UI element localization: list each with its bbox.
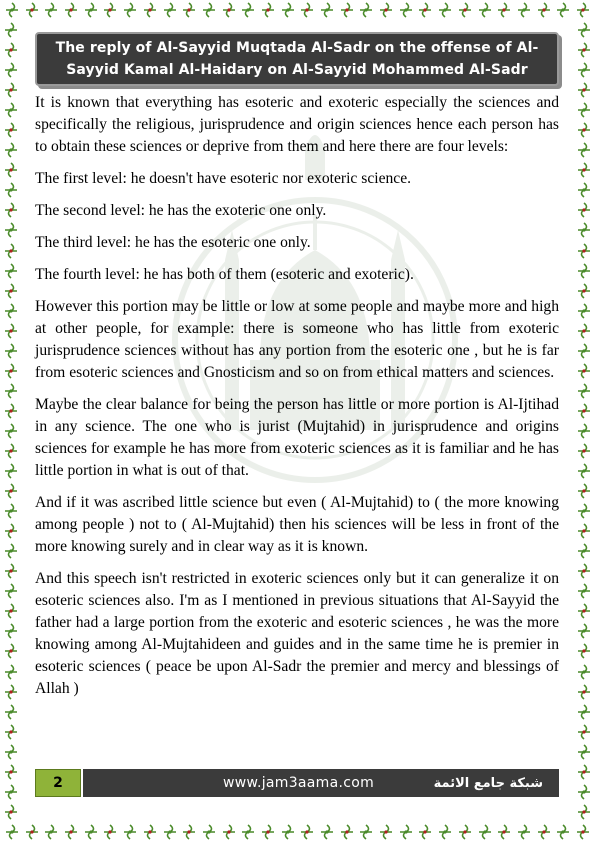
arabesque-ornament-icon — [576, 283, 592, 299]
arabesque-ornament-icon — [319, 824, 335, 840]
arabesque-ornament-icon — [3, 503, 19, 519]
arabesque-ornament-icon — [576, 543, 592, 559]
arabesque-ornament-icon — [162, 824, 178, 840]
arabesque-ornament-icon — [181, 2, 197, 18]
arabesque-ornament-icon — [3, 62, 19, 78]
page-border-bottom — [0, 822, 595, 842]
arabesque-ornament-icon — [3, 102, 19, 118]
arabesque-ornament-icon — [24, 2, 40, 18]
paragraph: The second level: he has the exoteric one only. — [35, 202, 327, 219]
arabesque-ornament-icon — [555, 824, 571, 840]
arabesque-ornament-icon — [576, 303, 592, 319]
arabesque-ornament-icon — [3, 463, 19, 479]
arabesque-ornament-icon — [240, 824, 256, 840]
arabesque-ornament-icon — [398, 824, 414, 840]
page-number: 2 — [35, 769, 81, 797]
page-footer — [35, 769, 559, 797]
paragraph: The first level: he doesn't have esoteric nor exoteric science. — [35, 170, 412, 187]
arabesque-ornament-icon — [576, 463, 592, 479]
document-title — [56, 37, 539, 81]
arabesque-ornament-icon — [496, 2, 512, 18]
arabesque-ornament-icon — [3, 543, 19, 559]
arabesque-ornament-icon — [576, 383, 592, 399]
arabesque-ornament-icon — [576, 643, 592, 659]
arabesque-ornament-icon — [516, 2, 532, 18]
arabesque-ornament-icon — [576, 684, 592, 700]
arabesque-ornament-icon — [576, 523, 592, 539]
arabesque-ornament-icon — [3, 583, 19, 599]
arabesque-ornament-icon — [575, 2, 591, 18]
arabesque-ornament-icon — [536, 824, 552, 840]
page-border-left — [0, 20, 22, 822]
arabesque-ornament-icon — [3, 323, 19, 339]
arabesque-ornament-icon — [3, 784, 19, 800]
network-name: شبكة جامع الائمة — [433, 775, 543, 791]
arabesque-ornament-icon — [576, 483, 592, 499]
arabesque-ornament-icon — [516, 824, 532, 840]
arabesque-ornament-icon — [240, 2, 256, 18]
arabesque-ornament-icon — [181, 824, 197, 840]
arabesque-ornament-icon — [576, 503, 592, 519]
arabesque-ornament-icon — [576, 363, 592, 379]
arabesque-ornament-icon — [576, 202, 592, 218]
arabesque-ornament-icon — [3, 704, 19, 720]
arabesque-ornament-icon — [3, 744, 19, 760]
arabesque-ornament-icon — [319, 2, 335, 18]
paragraph: And this speech isn't restricted in exoteric sciences only but it can generalize it on esoteric sciences also. I'm as I mentioned in previous situations that Al-Sayyid the father had a large portion from the exoteric and esoteric sciences , he was the more knowing among Al-Mujtahideen and guides and in the same time he is premier in esoteric sciences ( peace be upon Al-Sadr the premier and mercy and blessings of Allah ) — [35, 570, 559, 697]
arabesque-ornament-icon — [3, 623, 19, 639]
arabesque-ornament-icon — [3, 42, 19, 58]
arabesque-ornament-icon — [3, 263, 19, 279]
arabesque-ornament-icon — [3, 664, 19, 680]
arabesque-ornament-icon — [457, 2, 473, 18]
arabesque-ornament-icon — [576, 82, 592, 98]
paragraph: Maybe the clear balance for being the person has little or more portion is Al-Ijtihad in any science. The one who is jurist (Mujtahid) in jurisprudence and origins sciences for example he has more from exoteric sciences as it is familiar and he has little portion in what is out of that. — [35, 396, 559, 479]
arabesque-ornament-icon — [576, 102, 592, 118]
arabesque-ornament-icon — [457, 824, 473, 840]
arabesque-ornament-icon — [43, 2, 59, 18]
arabesque-ornament-icon — [576, 122, 592, 138]
arabesque-ornament-icon — [3, 363, 19, 379]
arabesque-ornament-icon — [3, 764, 19, 780]
arabesque-ornament-icon — [299, 824, 315, 840]
arabesque-ornament-icon — [576, 142, 592, 158]
arabesque-ornament-icon — [576, 764, 592, 780]
arabesque-ornament-icon — [477, 824, 493, 840]
arabesque-ornament-icon — [3, 222, 19, 238]
arabesque-ornament-icon — [280, 824, 296, 840]
arabesque-ornament-icon — [576, 443, 592, 459]
arabesque-ornament-icon — [4, 2, 20, 18]
arabesque-ornament-icon — [3, 403, 19, 419]
arabesque-ornament-icon — [162, 2, 178, 18]
arabesque-ornament-icon — [3, 182, 19, 198]
arabesque-ornament-icon — [576, 343, 592, 359]
arabesque-ornament-icon — [576, 323, 592, 339]
arabesque-ornament-icon — [122, 2, 138, 18]
arabesque-ornament-icon — [576, 724, 592, 740]
arabesque-ornament-icon — [63, 2, 79, 18]
arabesque-ornament-icon — [201, 2, 217, 18]
arabesque-ornament-icon — [358, 824, 374, 840]
arabesque-ornament-icon — [555, 2, 571, 18]
arabesque-ornament-icon — [3, 443, 19, 459]
arabesque-ornament-icon — [576, 243, 592, 259]
arabesque-ornament-icon — [299, 2, 315, 18]
arabesque-ornament-icon — [576, 623, 592, 639]
footer-bar — [83, 769, 559, 797]
arabesque-ornament-icon — [576, 744, 592, 760]
arabesque-ornament-icon — [142, 824, 158, 840]
arabesque-ornament-icon — [575, 824, 591, 840]
arabesque-ornament-icon — [3, 122, 19, 138]
arabesque-ornament-icon — [221, 2, 237, 18]
arabesque-ornament-icon — [3, 724, 19, 740]
arabesque-ornament-icon — [83, 824, 99, 840]
arabesque-ornament-icon — [3, 82, 19, 98]
arabesque-ornament-icon — [398, 2, 414, 18]
arabesque-ornament-icon — [122, 824, 138, 840]
arabesque-ornament-icon — [576, 263, 592, 279]
arabesque-ornament-icon — [477, 2, 493, 18]
arabesque-ornament-icon — [358, 2, 374, 18]
arabesque-ornament-icon — [3, 303, 19, 319]
arabesque-ornament-icon — [3, 603, 19, 619]
arabesque-ornament-icon — [260, 2, 276, 18]
arabesque-ornament-icon — [576, 162, 592, 178]
arabesque-ornament-icon — [576, 704, 592, 720]
arabesque-ornament-icon — [102, 824, 118, 840]
arabesque-ornament-icon — [43, 824, 59, 840]
paragraph: The third level: he has the esoteric one only. — [35, 234, 311, 251]
arabesque-ornament-icon — [417, 824, 433, 840]
arabesque-ornament-icon — [576, 423, 592, 439]
arabesque-ornament-icon — [417, 2, 433, 18]
document-title-banner — [35, 32, 559, 86]
arabesque-ornament-icon — [3, 243, 19, 259]
arabesque-ornament-icon — [201, 824, 217, 840]
arabesque-ornament-icon — [63, 824, 79, 840]
arabesque-ornament-icon — [3, 283, 19, 299]
arabesque-ornament-icon — [221, 824, 237, 840]
arabesque-ornament-icon — [3, 162, 19, 178]
arabesque-ornament-icon — [3, 804, 19, 820]
paragraph: It is known that everything has esoteric and exoteric especially the sciences and specifically the religious, jurisprudence and origin sciences hence each person has to obtain these sciences or deprive from them and here there are four levels: — [35, 94, 559, 155]
page-border-right — [573, 20, 595, 822]
paragraph: The fourth level: he has both of them (esoteric and exoteric). — [35, 266, 414, 283]
arabesque-ornament-icon — [576, 22, 592, 38]
arabesque-ornament-icon — [3, 22, 19, 38]
arabesque-ornament-icon — [576, 42, 592, 58]
arabesque-ornament-icon — [102, 2, 118, 18]
arabesque-ornament-icon — [3, 523, 19, 539]
arabesque-ornament-icon — [576, 583, 592, 599]
title-line-1: The reply of Al-Sayyid Muqtada Al-Sadr on the offense of Al- — [55, 40, 539, 56]
arabesque-ornament-icon — [260, 824, 276, 840]
arabesque-ornament-icon — [576, 563, 592, 579]
arabesque-ornament-icon — [3, 684, 19, 700]
arabesque-ornament-icon — [3, 343, 19, 359]
arabesque-ornament-icon — [536, 2, 552, 18]
arabesque-ornament-icon — [437, 824, 453, 840]
arabesque-ornament-icon — [576, 403, 592, 419]
arabesque-ornament-icon — [339, 2, 355, 18]
title-line-2: Sayyid Kamal Al-Haidary on Al-Sayyid Mohammed Al-Sadr — [66, 62, 528, 78]
page-border-top — [0, 0, 595, 20]
arabesque-ornament-icon — [576, 222, 592, 238]
arabesque-ornament-icon — [142, 2, 158, 18]
arabesque-ornament-icon — [280, 2, 296, 18]
arabesque-ornament-icon — [576, 664, 592, 680]
paragraph: However this portion may be little or low at some people and maybe more and high at other people, for example: there is someone who has little from exoteric jurisprudence sciences without has any portion from the esoteric one , but he is far from esoteric sciences and Gnosticism and so on from ethical matters and sciences. — [35, 298, 559, 381]
arabesque-ornament-icon — [3, 142, 19, 158]
arabesque-ornament-icon — [24, 824, 40, 840]
arabesque-ornament-icon — [339, 824, 355, 840]
arabesque-ornament-icon — [3, 202, 19, 218]
arabesque-ornament-icon — [576, 182, 592, 198]
arabesque-ornament-icon — [576, 62, 592, 78]
arabesque-ornament-icon — [496, 824, 512, 840]
arabesque-ornament-icon — [576, 784, 592, 800]
arabesque-ornament-icon — [378, 2, 394, 18]
arabesque-ornament-icon — [83, 2, 99, 18]
arabesque-ornament-icon — [576, 603, 592, 619]
article-body — [35, 92, 559, 710]
arabesque-ornament-icon — [3, 563, 19, 579]
arabesque-ornament-icon — [4, 824, 20, 840]
arabesque-ornament-icon — [3, 483, 19, 499]
arabesque-ornament-icon — [576, 804, 592, 820]
arabesque-ornament-icon — [3, 423, 19, 439]
arabesque-ornament-icon — [378, 824, 394, 840]
arabesque-ornament-icon — [3, 383, 19, 399]
website-link[interactable]: www.jam3aama.com — [223, 775, 375, 791]
paragraph: And if it was ascribed little science but even ( Al-Mujtahid) to ( the more knowing among people ) not to ( Al-Mujtahid) then his sciences will be less in front of the more knowing surely and in clear way as it is known. — [35, 494, 559, 555]
arabesque-ornament-icon — [437, 2, 453, 18]
arabesque-ornament-icon — [3, 643, 19, 659]
